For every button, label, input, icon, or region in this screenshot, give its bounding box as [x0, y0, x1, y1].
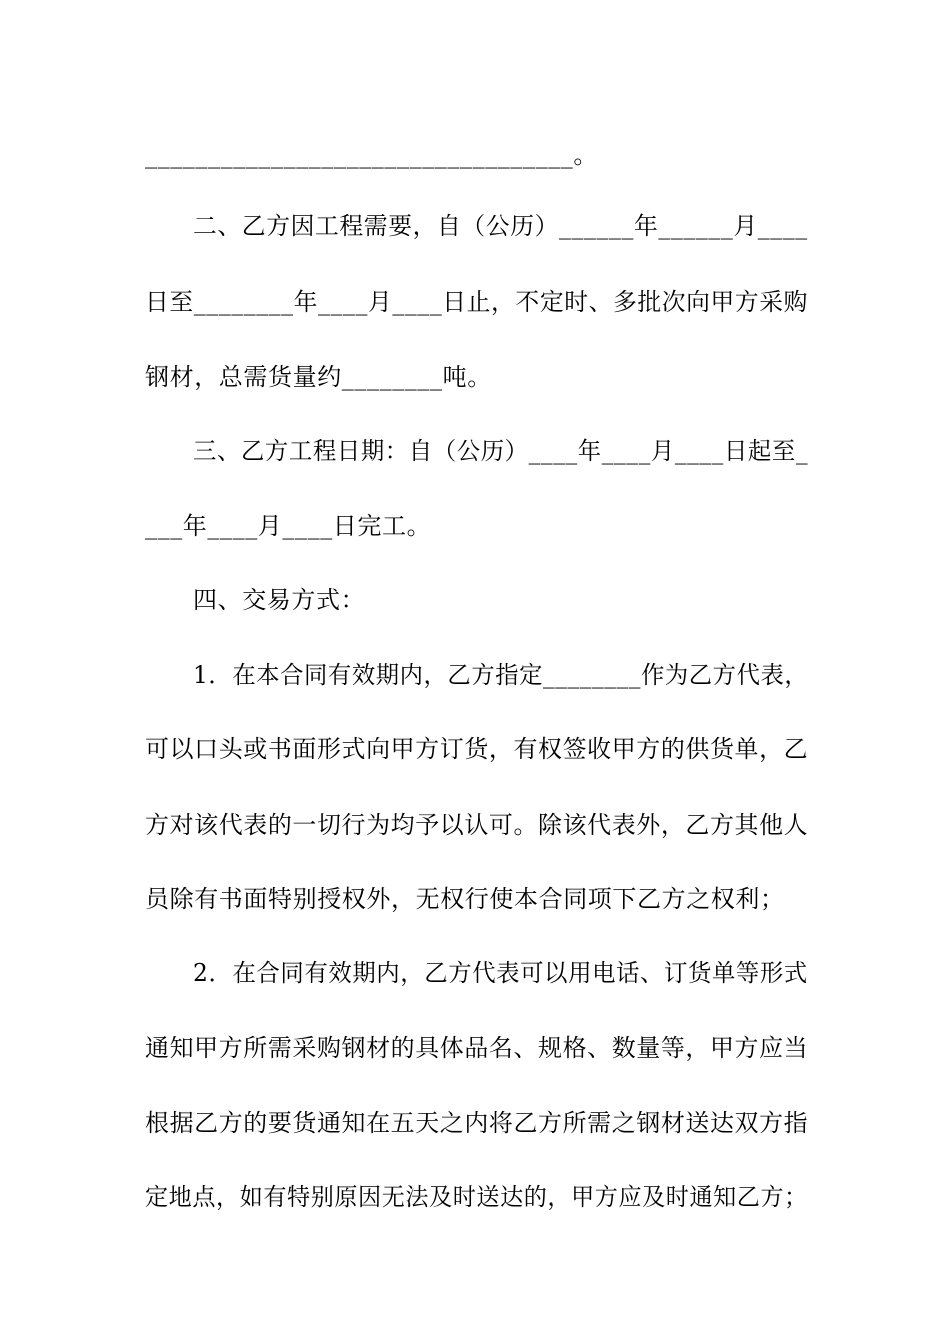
text-line: 员除有书面特别授权外，无权行使本合同项下乙方之权利； [145, 885, 785, 913]
text-line: 定地点，如有特别原因无法及时送达的，甲方应及时通知乙方； [145, 1183, 808, 1211]
text-line: 2．在合同有效期内，乙方代表可以用电话、订货单等形式 [193, 959, 808, 987]
text-line: 1．在本合同有效期内，乙方指定________作为乙方代表， [193, 661, 809, 689]
text-line: 可以口头或书面形式向甲方订货，有权签收甲方的供货单，乙 [145, 735, 809, 763]
text-line: 钢材，总需货量约________吨。 [145, 363, 492, 391]
text-line: 日至________年____月____日止，不定时、多批次向甲方采购 [145, 288, 808, 316]
text-line: ___年____月____日完工。 [145, 512, 432, 540]
text-line: 二、乙方因工程需要，自（公历）______年______月____ [193, 212, 808, 240]
text-line: 方对该代表的一切行为均予以认可。除该代表外，乙方其他人 [145, 811, 809, 839]
text-line: 通知甲方所需采购钢材的具体品名、规格、数量等，甲方应当 [145, 1034, 809, 1062]
text-line: 三、乙方工程日期：自（公历）____年____月____日起至_ [193, 437, 809, 465]
text-line: __________________________________。 [145, 141, 598, 169]
text-line: 根据乙方的要货通知在五天之内将乙方所需之钢材送达双方指 [145, 1109, 809, 1137]
text-line: 四、交易方式： [193, 586, 366, 614]
